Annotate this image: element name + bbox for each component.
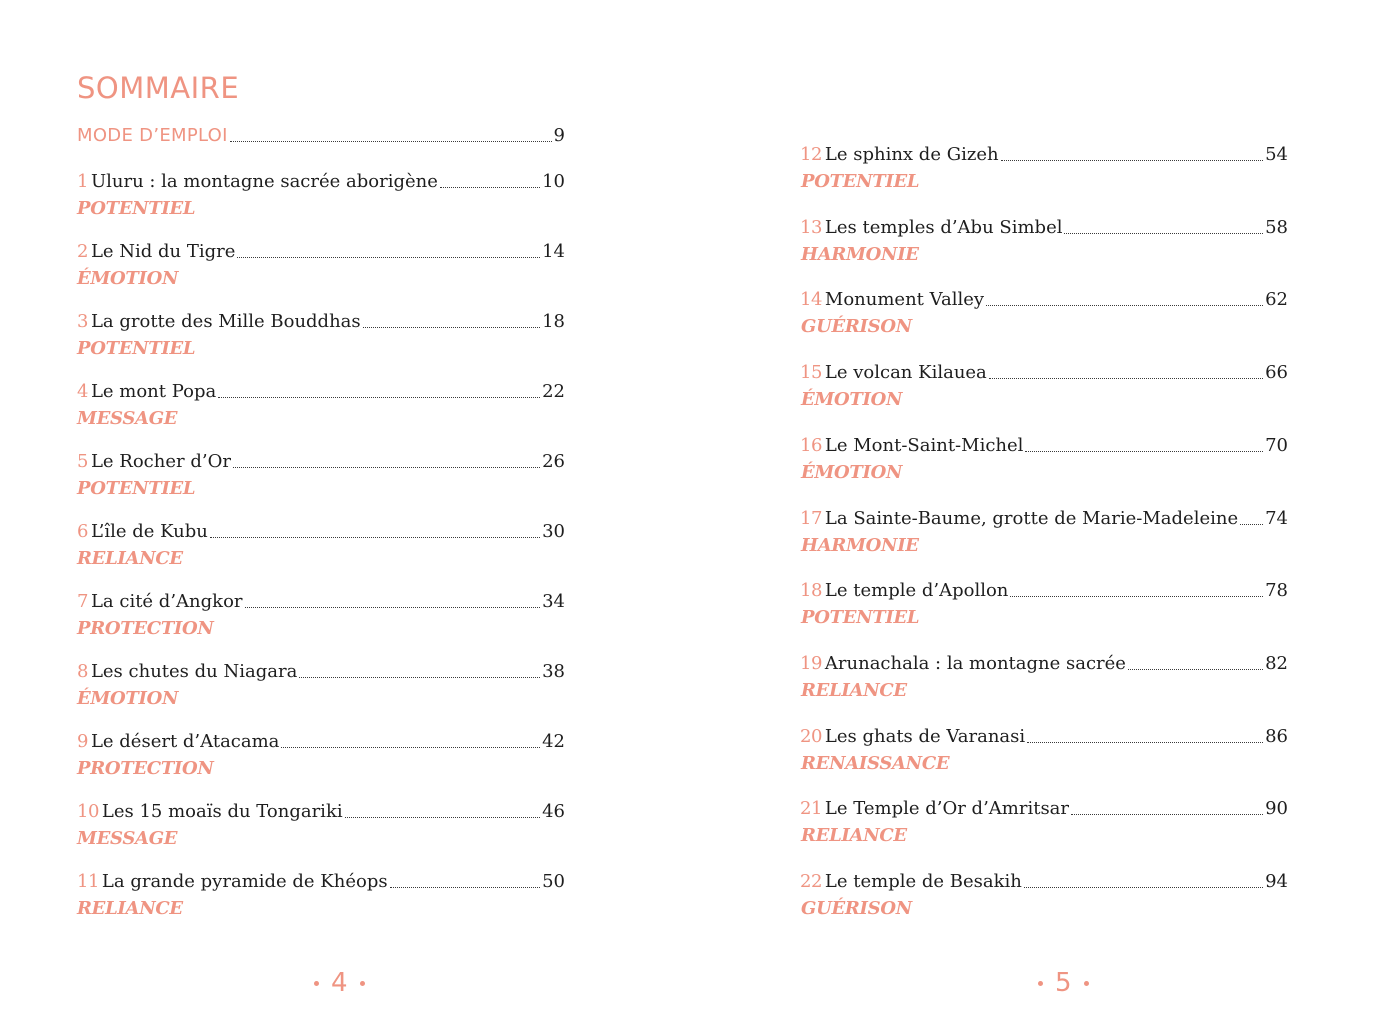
folio-dot-icon [1084, 981, 1089, 986]
dot-leader [390, 886, 540, 888]
toc-entry-page: 38 [542, 661, 565, 682]
toc-entry-title: Le mont Popa [90, 381, 217, 402]
dot-leader [233, 466, 540, 468]
toc-entry-page: 78 [1265, 580, 1288, 602]
toc-entry-page: 90 [1265, 798, 1288, 820]
dot-leader [989, 377, 1263, 379]
toc-entry-category: PROTECTION [77, 758, 214, 779]
toc-entry-page: 10 [542, 171, 565, 192]
toc-entry-category: RELIANCE [77, 898, 183, 919]
toc-entry-category: POTENTIEL [77, 478, 196, 499]
toc-entry[interactable] [77, 660, 565, 684]
toc-entry-page: 86 [1265, 725, 1288, 747]
toc-entry-number: 6 [77, 521, 88, 542]
toc-entry-title: Les 15 moaïs du Tongariki [101, 801, 343, 822]
toc-entry-title: Les temples d’Abu Simbel [824, 216, 1063, 238]
toc-entry-number: 14 [800, 289, 822, 311]
toc-entry[interactable] [77, 310, 565, 334]
dot-leader [1240, 523, 1263, 525]
dot-leader [1010, 595, 1263, 597]
toc-entry[interactable] [800, 361, 1288, 385]
toc-entry-page: 62 [1265, 289, 1288, 311]
toc-entry-category: RELIANCE [77, 548, 183, 569]
folio-dot-icon [314, 981, 319, 986]
toc-entry-title: Le Nid du Tigre [90, 241, 236, 262]
toc-entry-title: Le temple d’Apollon [824, 580, 1009, 602]
dot-leader [299, 676, 540, 678]
toc-entry-category: ÉMOTION [77, 688, 179, 709]
toc-entry-page: 66 [1265, 362, 1288, 384]
toc-entry-category: RENAISSANCE [801, 752, 950, 774]
toc-entry-page: 34 [542, 591, 565, 612]
dot-leader [363, 326, 540, 328]
toc-entry-number: 15 [800, 362, 822, 384]
dot-leader [440, 186, 540, 188]
toc-entry-category: GUÉRISON [801, 316, 912, 338]
dot-leader [345, 816, 540, 818]
toc-entry[interactable] [800, 434, 1288, 458]
dot-leader [1025, 450, 1263, 452]
toc-entry-number: 1 [77, 171, 88, 192]
toc-entry-number: 13 [800, 216, 822, 238]
toc-entry-title: Le désert d’Atacama [90, 731, 280, 752]
toc-entry-page: 14 [542, 241, 565, 262]
toc-entry-page: 70 [1265, 434, 1288, 456]
toc-entry[interactable] [77, 590, 565, 614]
page-number [314, 966, 365, 1000]
toc-entry-number: 7 [77, 591, 88, 612]
toc-entry-number: 8 [77, 661, 88, 682]
toc-entry-title: Le Mont-Saint-Michel [824, 434, 1024, 456]
toc-entry-category: POTENTIEL [801, 171, 920, 192]
toc-entry-number: 16 [800, 434, 822, 456]
toc-entry-title: Monument Valley [824, 289, 985, 311]
toc-entry-number: 2 [77, 241, 88, 262]
toc-entry[interactable] [800, 507, 1288, 531]
toc-entry[interactable] [77, 870, 565, 894]
toc-entry-page: 58 [1265, 216, 1288, 238]
toc-entry-page: 42 [542, 731, 565, 752]
toc-entry-category: ÉMOTION [77, 268, 179, 289]
toc-entry-page: 74 [1265, 507, 1288, 529]
toc-entry-number: 3 [77, 311, 88, 332]
page-number [1038, 966, 1089, 1000]
dot-leader [210, 536, 540, 538]
toc-entry-title: Les ghats de Varanasi [824, 725, 1026, 747]
toc-entry[interactable] [77, 730, 565, 754]
toc-entry[interactable] [800, 870, 1288, 894]
toc-entry[interactable] [800, 652, 1288, 676]
toc-entry-page: 22 [542, 381, 565, 402]
toc-entry-number: 18 [800, 580, 822, 602]
toc-entry-page: 50 [542, 871, 565, 892]
toc-entry[interactable] [800, 725, 1288, 749]
toc-entry[interactable] [800, 288, 1288, 312]
toc-entry-title: Le volcan Kilauea [824, 362, 987, 384]
toc-entry-category: MESSAGE [77, 828, 178, 849]
dot-leader [1024, 886, 1263, 888]
dot-leader [1027, 741, 1263, 743]
dot-leader [1064, 232, 1263, 234]
toc-entry-number: 10 [77, 801, 99, 822]
toc-entry-mode-emploi[interactable] [77, 124, 565, 148]
toc-entry-page: 94 [1265, 871, 1288, 892]
toc-entry-number: 22 [800, 871, 822, 892]
toc-entry-category: RELIANCE [801, 825, 907, 847]
toc-entry-title: La Sainte-Baume, grotte de Marie-Madeleine [824, 507, 1239, 529]
dot-leader [1071, 813, 1263, 815]
toc-entry[interactable] [77, 520, 565, 544]
toc-entry-category: MESSAGE [77, 408, 178, 429]
toc-entry[interactable] [800, 216, 1288, 240]
toc-entry-category: ÉMOTION [801, 389, 903, 411]
toc-entry-title: Le Temple d’Or d’Amritsar [824, 798, 1070, 820]
toc-entry-number: 19 [800, 652, 822, 674]
toc-entry-number: 12 [800, 144, 822, 165]
toc-entry-number: 17 [800, 507, 822, 529]
toc-entry-category: POTENTIEL [77, 338, 196, 359]
toc-entry-title: MODE D’EMPLOI [77, 125, 228, 146]
toc-entry-page: 30 [542, 521, 565, 542]
toc-entry-title: Le temple de Besakih [824, 871, 1022, 892]
toc-entry-category: RELIANCE [801, 679, 907, 701]
toc-entry[interactable] [800, 797, 1288, 821]
toc-entry-number: 21 [800, 798, 822, 820]
toc-entry[interactable] [77, 380, 565, 404]
folio-dot-icon [360, 981, 365, 986]
toc-entry-category: ÉMOTION [801, 461, 903, 483]
right-page [700, 0, 1400, 1018]
toc-entry[interactable] [77, 170, 565, 194]
toc-entry-title: Les chutes du Niagara [90, 661, 298, 682]
toc-entry-title: L’île de Kubu [90, 521, 208, 542]
toc-entry-title: Le sphinx de Gizeh [824, 144, 999, 165]
toc-entry-title: La grotte des Mille Bouddhas [90, 311, 361, 332]
toc-entry[interactable] [77, 800, 565, 824]
toc-entry-page: 82 [1265, 652, 1288, 674]
dot-leader [230, 140, 552, 142]
toc-entry-title: Arunachala : la montagne sacrée [824, 652, 1126, 674]
toc-entry-category: HARMONIE [801, 534, 919, 556]
dot-leader [245, 606, 541, 608]
page-number-value: 4 [331, 968, 348, 998]
toc-entry-category: HARMONIE [801, 243, 919, 265]
toc-entry-title: Le Rocher d’Or [90, 451, 231, 472]
toc-entry-page: 18 [542, 311, 565, 332]
folio-dot-icon [1038, 981, 1043, 986]
toc-entry-category: PROTECTION [77, 618, 214, 639]
toc-entry-title: La cité d’Angkor [90, 591, 243, 612]
dot-leader [1128, 668, 1263, 670]
toc-entry-page: 9 [553, 125, 565, 146]
toc-entry-title: La grande pyramide de Khéops [101, 871, 388, 892]
toc-entry-number: 20 [800, 725, 822, 747]
toc-entry-category: POTENTIEL [801, 607, 920, 629]
toc-entry-title: Uluru : la montagne sacrée aborigène [90, 171, 438, 192]
toc-entry-category: GUÉRISON [801, 898, 912, 919]
toc-entry-page: 46 [542, 801, 565, 822]
page-number-value: 5 [1055, 968, 1072, 998]
dot-leader [281, 746, 540, 748]
toc-entry-page: 26 [542, 451, 565, 472]
toc-entry-number: 5 [77, 451, 88, 472]
page-title: SOMMAIRE [77, 71, 240, 105]
dot-leader [1001, 159, 1264, 161]
toc-entry[interactable] [77, 450, 565, 474]
toc-entry-number: 11 [77, 871, 99, 892]
dot-leader [218, 396, 540, 398]
toc-entry-number: 9 [77, 731, 88, 752]
dot-leader [237, 256, 540, 258]
toc-entry-number: 4 [77, 381, 88, 402]
dot-leader [986, 304, 1263, 306]
toc-entry[interactable] [800, 579, 1288, 603]
toc-entry[interactable] [800, 143, 1288, 167]
toc-entry-page: 54 [1265, 144, 1288, 165]
toc-entry-category: POTENTIEL [77, 198, 196, 219]
toc-entry[interactable] [77, 240, 565, 264]
